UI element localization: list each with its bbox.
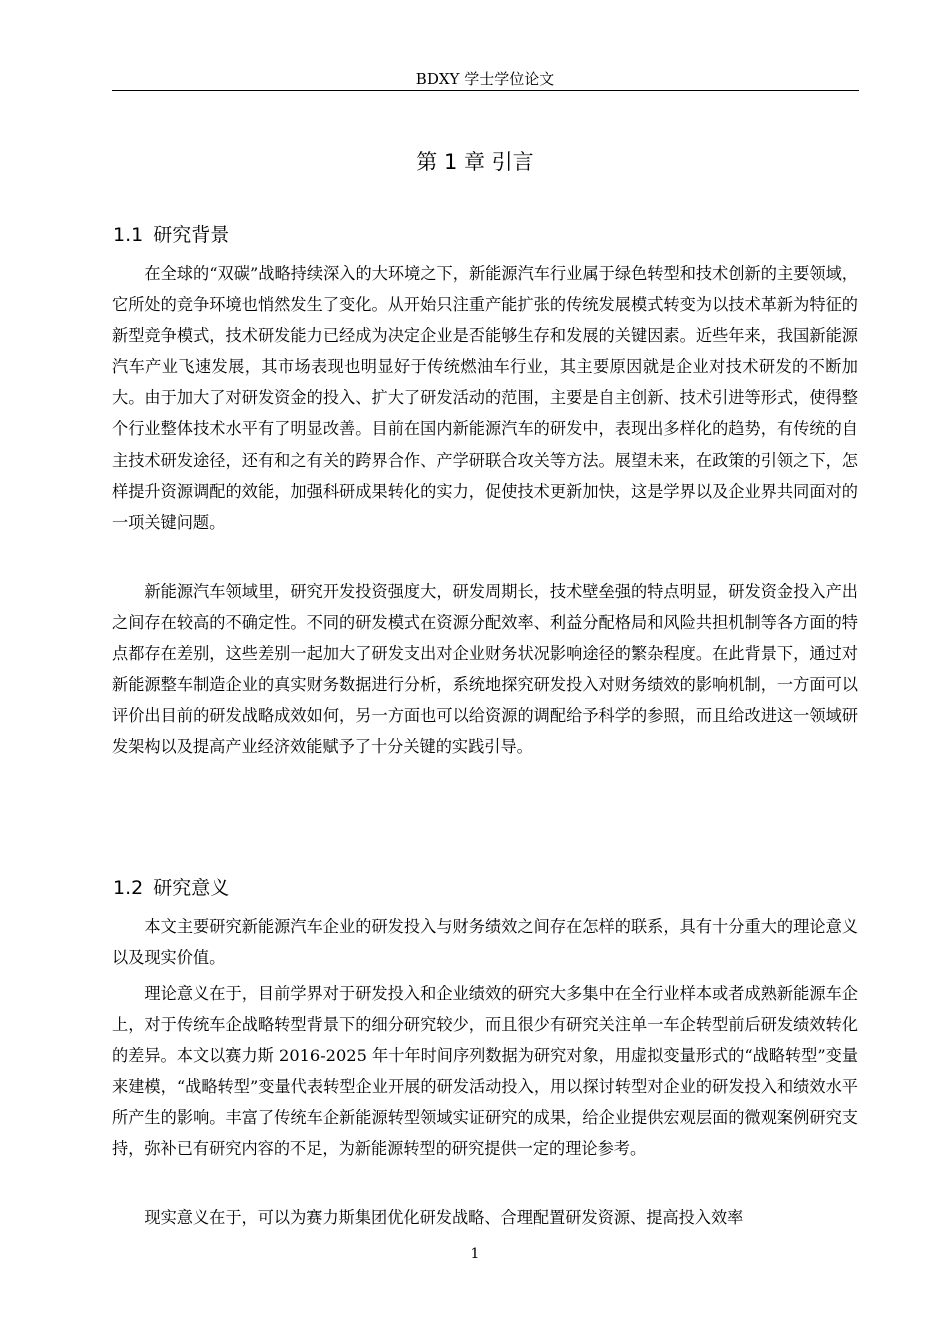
section-heading-1-1 [113, 222, 229, 248]
section-title: 研究背景 [153, 224, 230, 246]
header-rule [112, 90, 859, 91]
section-title: 研究意义 [153, 877, 230, 899]
page-number: 1 [470, 1246, 480, 1262]
body-paragraph: 新能源汽车领域里，研究开发投资强度大，研发周期长，技术壁垒强的特点明显，研发资金投入产出之间存在较高的不确定性。不同的研发模式在资源分配效率、利益分配格局和风险共担机制等各方面的特点都存在差别，这些差别一起加大了研发支出对企业财务状况影响途径的繁杂程度。在此背景下，通过对新能源整车制造企业的真实财务数据进行分析，系统地探究研发投入对财务绩效的影响机制，一方面可以评价出目前的研发战略成效如何，另一方面也可以给资源的调配给予科学的参照，而且给改进这一领域研发架构以及提高产业经济效能赋予了十分关键的实践引导。 [112, 582, 858, 757]
body-paragraph: 理论意义在于，目前学界对于研发投入和企业绩效的研究大多集中在全行业样本或者成熟新能源车企上，对于传统车企战略转型背景下的细分研究较少，而且很少有研究关注单一车企转型前后研发绩效转化的差异。本文以赛力斯 2016-2025 年十年时间序列数据为研究对象，用虚拟变量形式的“战略转型”变量来建模，“战略转型”变量代表转型企业开展的研发活动投入，用以探讨转型对企业的研发投入和绩效水平所产生的影响。丰富了传统车企新能源转型领域实证研究的成果，给企业提供宏观层面的微观案例研究支持，弥补已有研究内容的不足，为新能源转型的研究提供一定的理论参考。 [112, 984, 859, 1159]
section-number: 1.2 [113, 877, 144, 899]
page-header: BDXY 学士学位论文 [415, 70, 555, 88]
section-number: 1.1 [113, 224, 144, 246]
body-paragraph: 现实意义在于，可以为赛力斯集团优化研发战略、合理配置研发资源、提高投入效率 [144, 1208, 744, 1227]
section-heading-1-2 [113, 875, 229, 901]
body-paragraph: 在全球的“双碳”战略持续深入的大环境之下，新能源汽车行业属于绿色转型和技术创新的主要领域，它所处的竞争环境也悄然发生了变化。从开始只注重产能扩张的传统发展模式转变为以技术革新为特征的新型竞争模式，技术研发能力已经成为决定企业是否能够生存和发展的关键因素。近些年来，我国新能源汽车产业飞速发展，其市场表现也明显好于传统燃油车行业，其主要原因就是企业对技术研发的不断加大。由于加大了对研发资金的投入、扩大了研发活动的范围，主要是自主创新、技术引进等形式，使得整个行业整体技术水平有了明显改善。目前在国内新能源汽车的研发中，表现出多样化的趋势，有传统的自主技术研发途径，还有和之有关的跨界合作、产学研联合攻关等方法。展望未来，在政策的引领之下，怎样提升资源调配的效能，加强科研成果转化的实力，促使技术更新加快，这是学界以及企业界共同面对的一项关键问题。 [112, 264, 858, 532]
body-paragraph: 本文主要研究新能源汽车企业的研发投入与财务绩效之间存在怎样的联系，具有十分重大的理论意义以及现实价值。 [112, 917, 858, 968]
chapter-title: 第 1 章 引言 [416, 150, 534, 174]
